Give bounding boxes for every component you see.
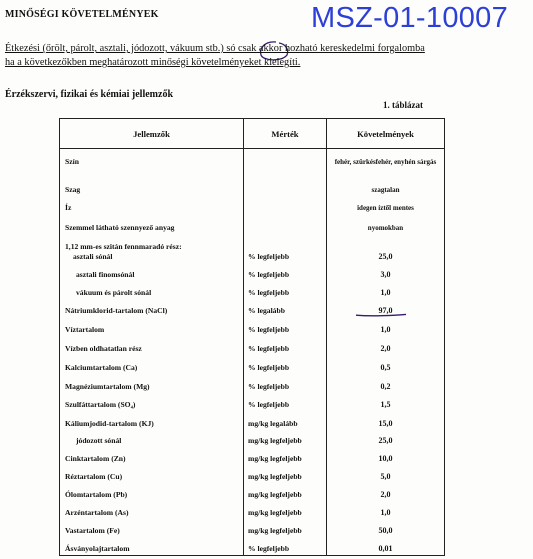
- row-requirement: nyomokban: [367, 223, 404, 232]
- row-unit: % legfeljebb: [248, 343, 290, 353]
- row-name: 1,12 mm-es szitán fennmaradó rész:: [65, 241, 182, 251]
- intro-line-2: ha a következőkben meghatározott minőségi követelményeket kielégíti.: [5, 57, 301, 68]
- requirements-table: [59, 118, 445, 556]
- row-requirement: fehér, szürkésfehér, enyhén sárgás: [334, 158, 437, 166]
- row-unit: % legfeljebb: [248, 287, 290, 297]
- table-row: [60, 197, 445, 216]
- row-name: Káliumjodid-tartalom (KJ): [65, 418, 154, 428]
- table-row: [60, 504, 445, 522]
- row-name: Szulfáttartalom (SO₄): [65, 399, 136, 409]
- row-requirement: 5,0: [380, 471, 391, 481]
- row-requirement: 1,0: [380, 507, 391, 517]
- table-row: [60, 468, 445, 486]
- table-row: [60, 432, 445, 450]
- intro-line-1: Étkezési (őrölt, párolt, asztali, jódozott, vákuum stb.) só csak akkor hozható kereskedelmi forgalomba: [5, 43, 425, 54]
- row-unit: % legalább: [248, 305, 285, 315]
- row-unit: mg/kg legfeljebb: [248, 507, 302, 517]
- row-name: Vízben oldhatatlan rész: [65, 343, 142, 353]
- row-unit: % legfeljebb: [248, 251, 290, 261]
- row-name: Arzéntartalom (As): [65, 507, 129, 517]
- row-requirement: 2,0: [380, 489, 391, 499]
- table-row: [60, 395, 445, 414]
- table-row: [60, 235, 445, 266]
- header-requirement: Követelmények: [327, 119, 445, 149]
- row-requirement: 3,0: [380, 269, 391, 279]
- row-requirement: 97,0: [378, 305, 393, 315]
- table-label: 1. táblázat: [383, 100, 423, 110]
- header-unit: Mérték: [244, 119, 327, 149]
- row-requirement: 50,0: [378, 525, 393, 535]
- row-name: vákuum és párolt sónál: [76, 287, 152, 297]
- table-row: [60, 179, 445, 197]
- row-requirement: 15,0: [378, 418, 393, 428]
- row-unit: mg/kg legalább: [248, 418, 298, 428]
- row-name: Réztartalom (Cu): [65, 471, 123, 481]
- row-requirement: 0,5: [380, 362, 391, 372]
- row-unit: mg/kg legfeljebb: [248, 489, 302, 499]
- row-unit: mg/kg legfeljebb: [248, 525, 302, 535]
- row-name: Cinktartalom (Zn): [65, 453, 126, 463]
- row-unit: % legfeljebb: [248, 269, 290, 279]
- row-unit: % legfeljebb: [248, 543, 290, 553]
- row-unit: % legfeljebb: [248, 362, 290, 372]
- document-id: MSZ-01-10007: [311, 2, 509, 34]
- table-row: [60, 450, 445, 468]
- table-row: [60, 266, 445, 284]
- row-requirement: 2,0: [380, 343, 391, 353]
- row-requirement: 25,0: [378, 251, 393, 261]
- row-name: Kalciumtartalom (Ca): [65, 362, 138, 372]
- row-requirement: 1,5: [380, 399, 391, 409]
- row-name: asztali finomsónál: [76, 269, 135, 279]
- row-requirement: 1,0: [380, 324, 391, 334]
- row-unit: % legfeljebb: [248, 399, 290, 409]
- section-title: Érzékszervi, fizikai és kémiai jellemzők: [5, 89, 174, 100]
- row-subname: asztali sónál: [73, 251, 113, 261]
- row-requirement: 1,0: [380, 287, 391, 297]
- row-name: Ólomtartalom (Pb): [65, 489, 128, 499]
- row-requirement: 25,0: [378, 435, 393, 445]
- table-row: [60, 149, 445, 179]
- table-row: [60, 414, 445, 432]
- row-requirement: szagtalan: [371, 185, 400, 194]
- table-row: [60, 377, 445, 395]
- row-name: Víztartalom: [65, 324, 105, 334]
- header-characteristic: Jellemzők: [60, 119, 244, 149]
- row-requirement: 0,2: [380, 381, 391, 391]
- row-name: Nátriumklorid-tartalom (NaCl): [65, 305, 168, 315]
- row-unit: mg/kg legfeljebb: [248, 453, 302, 463]
- row-name: Magnéziumtartalom (Mg): [65, 381, 150, 391]
- table-row: [60, 339, 445, 358]
- table-header-row: [60, 119, 445, 149]
- row-name: Szín: [65, 157, 79, 166]
- table-row: [60, 284, 445, 302]
- row-name: Íz: [65, 202, 72, 212]
- table-row: [60, 486, 445, 504]
- row-requirement: idegen íztől mentes: [357, 203, 414, 212]
- row-unit: % legfeljebb: [248, 381, 290, 391]
- row-unit: mg/kg legfeljebb: [248, 435, 302, 445]
- row-name: jódozott sónál: [76, 435, 122, 445]
- row-unit: % legfeljebb: [248, 324, 290, 334]
- page-heading: MINŐSÉGI KÖVETELMÉNYEK: [5, 9, 159, 20]
- row-unit: mg/kg legfeljebb: [248, 471, 302, 481]
- table-row: [60, 216, 445, 235]
- handwritten-underline-mark: [355, 313, 407, 317]
- row-requirement: 0,01: [378, 543, 393, 553]
- row-requirement: 10,0: [378, 453, 393, 463]
- row-name: Szag: [65, 184, 81, 194]
- row-name: Szemmel látható szennyező anyag: [65, 222, 175, 232]
- table-row: [60, 540, 445, 556]
- table-row: [60, 522, 445, 540]
- row-name: Ásványolajtartalom: [65, 543, 130, 553]
- table-row: [60, 358, 445, 377]
- intro-paragraph: [5, 42, 533, 70]
- row-name: Vastartalom (Fe): [65, 525, 120, 535]
- table-row: [60, 320, 445, 339]
